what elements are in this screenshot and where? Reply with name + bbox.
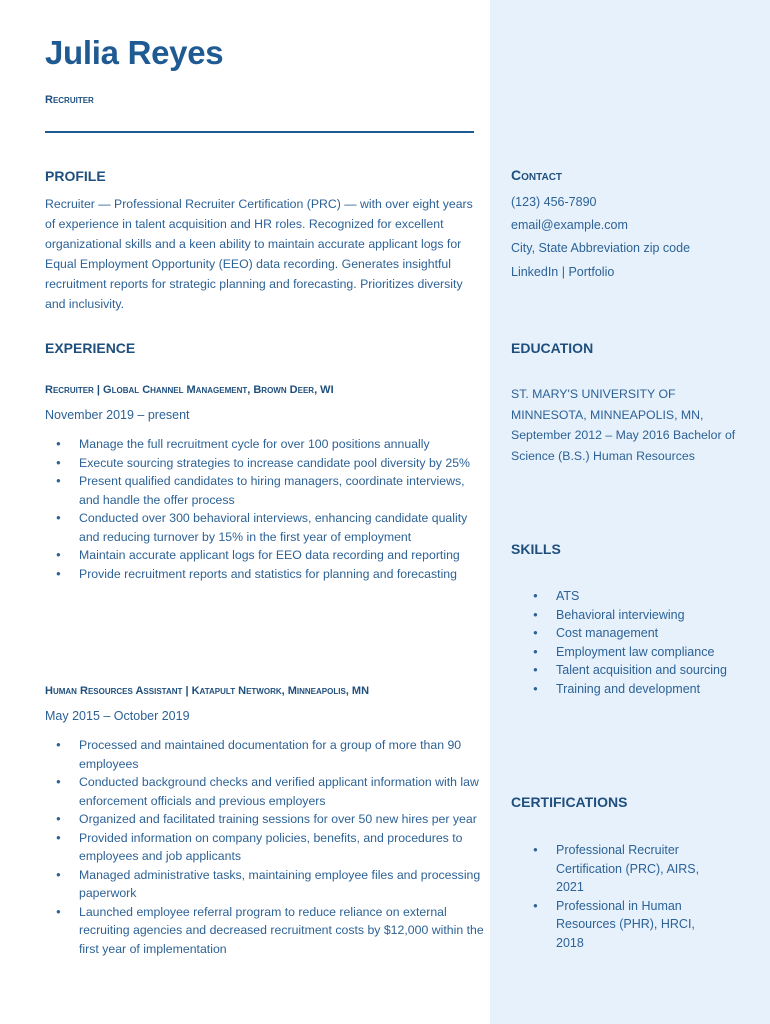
- skills-heading: SKILLS: [511, 541, 561, 557]
- contact-links: LinkedIn | Portfolio: [511, 265, 615, 279]
- list-item: ● Employment law compliance: [511, 643, 736, 662]
- profile-text: Recruiter — Professional Recruiter Certification (PRC) — with over eight years of experience in talent acquisition and HR roles. Recognized for excellent organizational skills and a keen ability to maintain accurate applicant logs for Equal Employment Opportunity (EEO) data recording. Generates insightful recruitment reports for strategic planning and forecasting. Prioritizes diversity and inclusivity.: [45, 197, 473, 311]
- contact-address: City, State Abbreviation zip code: [511, 241, 691, 255]
- contact-email: email@example.com: [511, 218, 628, 232]
- list-item: ● Professional Recruiter Certification (PRC), AIRS, 2021: [511, 841, 726, 897]
- list-item: ● Present qualified candidates to hiring managers, coordinate interviews, and handle the offer process: [45, 472, 485, 509]
- experience-heading: EXPERIENCE: [45, 340, 136, 356]
- candidate-role: Recruiter: [45, 94, 94, 106]
- list-item: ● Provide recruitment reports and statistics for planning and forecasting: [45, 565, 485, 584]
- education-text: ST. MARY'S UNIVERSITY OF MINNESOTA, MINNEAPOLIS, MN, September 2012 – May 2016 Bachelor of Science (B.S.) Human Resources: [511, 387, 736, 463]
- list-item: ● Manage the full recruitment cycle for over 100 positions annually: [45, 435, 485, 454]
- list-item: ● Training and development: [511, 680, 736, 699]
- list-item: ● Behavioral interviewing: [511, 606, 736, 625]
- job-title: Recruiter | Global Channel Management, Brown Deer, WI: [45, 384, 334, 396]
- list-item: ● Cost management: [511, 624, 736, 643]
- list-item: ● Processed and maintained documentation for a group of more than 90 employees: [45, 736, 485, 773]
- list-item: ● Conducted background checks and verified applicant information with law enforcement officials and previous employers: [45, 773, 485, 810]
- list-item: ● Professional in Human Resources (PHR), HRCI, 2018: [511, 897, 726, 953]
- certifications-list: [511, 841, 726, 952]
- list-item: ● Execute sourcing strategies to increase candidate pool diversity by 25%: [45, 454, 485, 473]
- job-dates: November 2019 – present: [45, 408, 190, 422]
- job-title: Human Resources Assistant | Katapult Network, Minneapolis, MN: [45, 685, 370, 697]
- contact-heading: Contact: [511, 167, 563, 183]
- certifications-heading: CERTIFICATIONS: [511, 794, 628, 810]
- list-item: ● Launched employee referral program to reduce reliance on external recruiting agencies and decreased recruitment costs by $12,000 within the first year of implementation: [45, 903, 485, 959]
- job-dates: May 2015 – October 2019: [45, 709, 190, 723]
- list-item: ● Organized and facilitated training sessions for over 50 new hires per year: [45, 810, 485, 829]
- job-bullets: [45, 435, 485, 583]
- header-divider: [45, 131, 474, 133]
- education-heading: EDUCATION: [511, 340, 594, 356]
- profile-heading: PROFILE: [45, 168, 106, 184]
- job-bullets: [45, 736, 485, 958]
- list-item: ● Maintain accurate applicant logs for EEO data recording and reporting: [45, 546, 485, 565]
- list-item: ● Talent acquisition and sourcing: [511, 661, 736, 680]
- list-item: ● Managed administrative tasks, maintaining employee files and processing paperwork: [45, 866, 485, 903]
- list-item: ● Provided information on company policies, benefits, and procedures to employees and job applicants: [45, 829, 485, 866]
- list-item: ● Conducted over 300 behavioral interviews, enhancing candidate quality and reducing turnover by 15% in the first year of employment: [45, 509, 485, 546]
- skills-list: [511, 587, 736, 698]
- candidate-name: Julia Reyes: [45, 34, 224, 71]
- list-item: ● ATS: [511, 587, 736, 606]
- contact-phone: (123) 456-7890: [511, 195, 597, 209]
